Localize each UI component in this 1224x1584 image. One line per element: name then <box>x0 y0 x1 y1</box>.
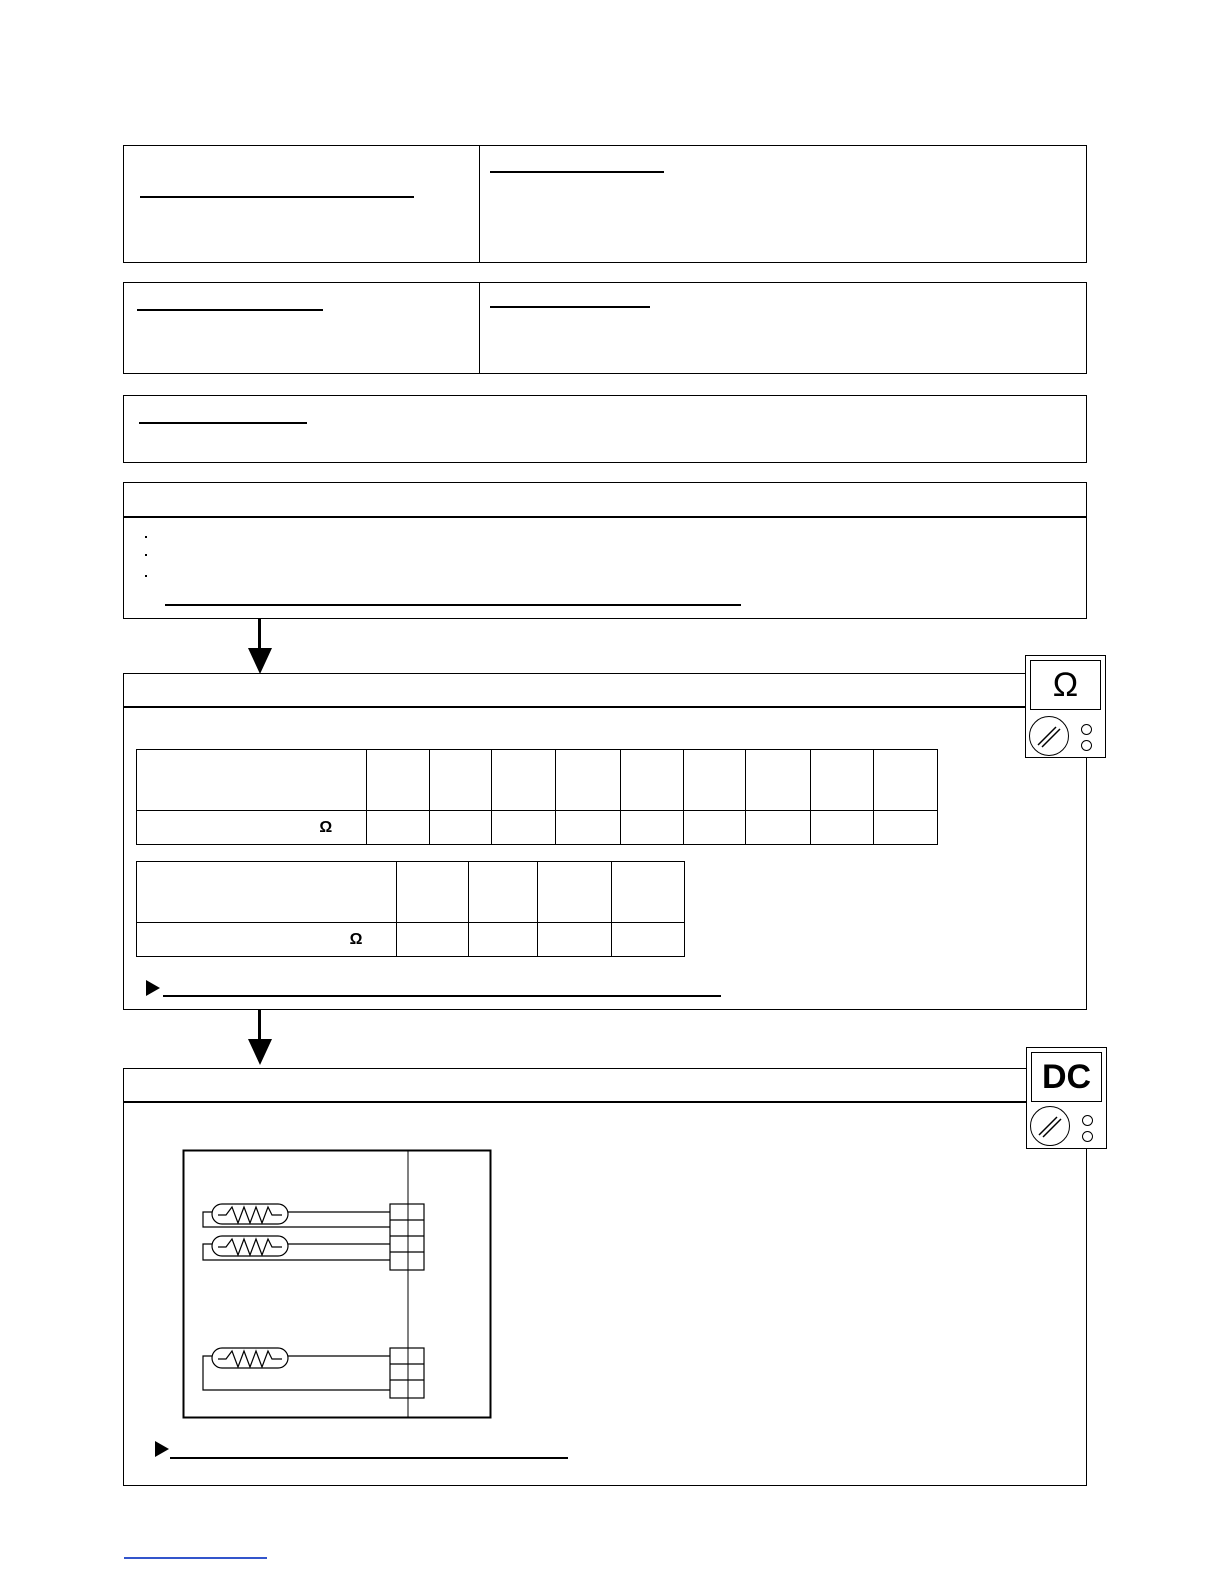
connector-2 <box>390 1348 424 1398</box>
info-box-2-right-heading <box>490 306 650 308</box>
resistance-table-1 <box>136 749 938 845</box>
voltage-step-result-line <box>170 1457 568 1459</box>
ohmmeter-screen <box>1030 660 1101 710</box>
info-box-1-divider <box>479 145 480 263</box>
check-step-result-line <box>165 604 741 606</box>
bullet-dot-3 <box>145 575 147 577</box>
table-1-header-label <box>137 750 367 811</box>
step-arrow-2-shaft <box>258 1010 261 1040</box>
step-arrow-1-shaft <box>258 619 261 649</box>
bullet-dot-2 <box>145 554 147 556</box>
sensor-wiring-diagram <box>182 1149 492 1420</box>
footer-link[interactable] <box>124 1557 267 1559</box>
ohmmeter-icon <box>1025 655 1106 758</box>
check-step-header-divider <box>123 516 1087 518</box>
resistance-step-header-divider <box>123 706 1028 708</box>
thermistor-sensor-3-icon <box>212 1348 288 1368</box>
table-2-resistance-unit: Ω <box>137 923 397 957</box>
info-box-3 <box>123 395 1087 463</box>
resistance-table-2 <box>136 861 685 957</box>
thermistor-sensor-2-icon <box>212 1236 288 1256</box>
ohm-symbol: Ω <box>1052 665 1079 704</box>
ohmmeter-dial-icon <box>1029 716 1069 756</box>
info-box-2-divider <box>479 282 480 374</box>
check-step-box <box>123 482 1087 619</box>
dc-voltmeter-icon <box>1026 1047 1107 1149</box>
down-arrow-icon <box>248 648 272 674</box>
thermistor-sensor-1-icon <box>212 1204 288 1224</box>
table-2-header-label <box>137 862 397 923</box>
info-box-3-heading <box>139 422 307 424</box>
dc-meter-screen <box>1031 1052 1102 1102</box>
resistance-step-result-line <box>163 995 721 997</box>
triangle-right-icon <box>146 980 160 996</box>
info-box-1-left-heading <box>140 196 414 198</box>
info-box-1-right-heading <box>490 171 664 173</box>
dc-meter-jack-1 <box>1082 1115 1093 1126</box>
dc-meter-dial-icon <box>1030 1106 1070 1146</box>
voltage-step-header-divider <box>123 1101 1028 1103</box>
info-box-1 <box>123 145 1087 263</box>
ohmmeter-jack-1 <box>1081 724 1092 735</box>
dc-meter-jack-2 <box>1082 1131 1093 1142</box>
connector-1 <box>390 1204 424 1270</box>
dc-symbol: DC <box>1041 1057 1092 1096</box>
ohmmeter-jack-2 <box>1081 740 1092 751</box>
bullet-dot-1 <box>145 536 147 538</box>
triangle-right-icon <box>155 1441 169 1457</box>
info-box-2-left-heading <box>137 309 323 311</box>
table-1-resistance-unit: Ω <box>137 811 367 845</box>
info-box-2 <box>123 282 1087 374</box>
down-arrow-icon <box>248 1039 272 1065</box>
